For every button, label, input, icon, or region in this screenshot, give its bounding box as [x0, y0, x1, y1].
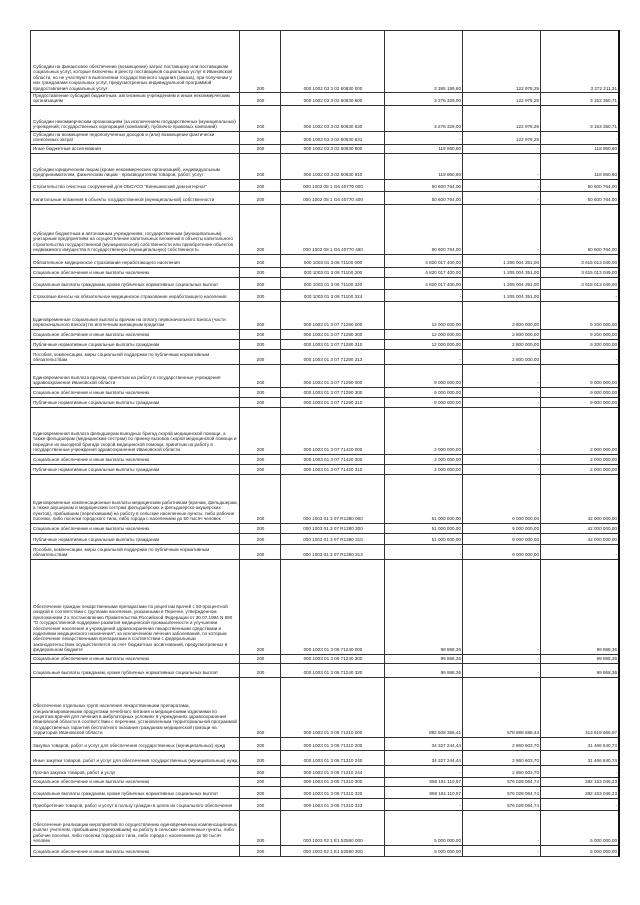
budget-classification-code: 000 1003 01 3 06 71100 320: [281, 277, 385, 289]
executed-amount: 122 978,29: [463, 105, 541, 131]
budget-classification-code: 000 1003 01 3 07 R1380 310: [281, 533, 385, 544]
table-row: [31, 204, 620, 254]
unexecuted-amount: 3 272 211,31: [541, 31, 620, 93]
executed-amount: 9 000 000,00: [463, 523, 541, 533]
row-description: Закупка товаров, работ и услуг для обеспечения государственных (муниципальных) нужд: [31, 737, 240, 750]
executed-amount: -: [463, 364, 541, 387]
row-code: 200: [240, 349, 281, 364]
row-description: Приобретение товаров, работ и услуг в пользу граждан в целях их социального обеспечения: [31, 798, 240, 810]
approved-amount: 9 000 000,00: [385, 364, 463, 387]
approved-amount: 12 000 000,00: [385, 301, 463, 329]
row-description: Обеспечение реализации мероприятий по осуществлению единовременных компенсационных выплат учителям, прибывшим (переехавшим) на работу в сельские населенные пункты, либо рабочие поселки, либо поселки городского типа, либо города с населением до 50 тысяч человек: [31, 810, 240, 845]
table-row: [31, 301, 620, 329]
row-description: Обязательное медицинское страхование неработающего населения: [31, 254, 240, 267]
unexecuted-amount: 3 153 350,71: [541, 93, 620, 106]
approved-amount: -: [385, 765, 463, 777]
approved-amount: -: [385, 798, 463, 810]
approved-amount: 50 600 764,00: [385, 191, 463, 204]
approved-amount: 50 600 764,00: [385, 179, 463, 191]
executed-amount: 1 205 004 351,00: [463, 254, 541, 267]
row-code: 200: [240, 777, 281, 786]
row-description: Пособия, компенсации, меры социальной поддержки по публичным нормативным обязательствам: [31, 544, 240, 559]
approved-amount: 5 000 000,00: [385, 810, 463, 845]
executed-amount: 1 205 004 351,00: [463, 277, 541, 289]
unexecuted-amount: 31 466 640,74: [541, 750, 620, 765]
unexecuted-amount: 2 000 000,00: [541, 407, 620, 454]
executed-amount: -: [463, 845, 541, 856]
row-description: Социальное обеспечение и иные выплаты населению: [31, 454, 240, 464]
table-row: [31, 810, 620, 845]
row-code: 200: [240, 765, 281, 777]
table-row: [31, 364, 620, 387]
budget-classification-code: 000 1003 02 1 Е1 52560 300: [281, 845, 385, 856]
unexecuted-amount: 9 200 000,00: [541, 329, 620, 339]
row-description: Социальные выплаты гражданам, кроме публичных нормативных социальных выплат: [31, 786, 240, 798]
row-code: 200: [240, 559, 281, 654]
budget-classification-code: 000 1002 08 1 G6 40770 000: [281, 179, 385, 191]
table-row: [31, 31, 620, 93]
table-row: [31, 559, 620, 654]
unexecuted-amount: 99 868,36: [541, 559, 620, 654]
budget-classification-code: 000 1003 01 3 06 71100 300: [281, 267, 385, 277]
unexecuted-amount: 118 860,60: [541, 153, 620, 179]
budget-classification-code: 000 1002 03 3 02 60630 800: [281, 144, 385, 153]
unexecuted-amount: -: [541, 131, 620, 144]
budget-classification-code: 000 1003 02 1 Е1 52560 000: [281, 810, 385, 845]
table-row: [31, 267, 620, 277]
approved-amount: -: [385, 349, 463, 364]
row-code: 200: [240, 329, 281, 339]
executed-amount: -: [463, 144, 541, 153]
executed-amount: 2 860 603,70: [463, 765, 541, 777]
row-description: Публичные нормативные социальные выплаты гражданам: [31, 464, 240, 474]
row-description: Единовременные социальные выплаты врачам на оплату первоначального взноса (части первоначального взноса) по ипотечным жилищным кредитам: [31, 301, 240, 329]
budget-classification-code: 000 1002 03 3 02 60630 631: [281, 131, 385, 144]
unexecuted-amount: 5 000 000,00: [541, 810, 620, 845]
approved-amount: 9 000 000,00: [385, 397, 463, 407]
unexecuted-amount: 42 000 000,00: [541, 533, 620, 544]
budget-classification-code: 000 1002 03 3 02 60630 630: [281, 105, 385, 131]
approved-amount: 4 820 017 400,00: [385, 254, 463, 267]
unexecuted-amount: 3 615 013 049,00: [541, 267, 620, 277]
budget-classification-code: 000 1002 03 3 02 60630 000: [281, 31, 385, 93]
budget-classification-code: 000 1003 01 3 06 71310 000: [281, 677, 385, 737]
approved-amount: 5 000 000,00: [385, 845, 463, 856]
table-row: [31, 93, 620, 106]
unexecuted-amount: 3 615 013 049,00: [541, 277, 620, 289]
table-row: [31, 339, 620, 349]
table-row: [31, 329, 620, 339]
approved-amount: 9 000 000,00: [385, 387, 463, 397]
budget-classification-code: 000 1003 01 3 07 71290 000: [281, 364, 385, 387]
unexecuted-amount: 99 868,36: [541, 663, 620, 677]
budget-classification-code: 000 1003 01 3 07 71280 310: [281, 339, 385, 349]
executed-amount: -: [463, 191, 541, 204]
executed-amount: 576 028 064,74: [463, 798, 541, 810]
approved-amount: 51 000 000,00: [385, 474, 463, 523]
row-code: 200: [240, 289, 281, 301]
row-description: Субсидии на финансовое обеспечение (возмещение) затрат поставщику или поставщикам социальных услуг, которые включены в реестр поставщиков социальных услуг в Ивановской области, но не участвуют в выполнении государственного задания (заказа), при получении у них гражданами социальных услуг, предусмотренных индивидуальной программой предоставления социальных услуг: [31, 31, 240, 93]
row-code: 200: [240, 105, 281, 131]
row-code: 200: [240, 654, 281, 663]
approved-amount: 3 276 329,00: [385, 93, 463, 106]
executed-amount: 2 860 603,70: [463, 750, 541, 765]
approved-amount: 51 000 000,00: [385, 523, 463, 533]
approved-amount: -: [385, 289, 463, 301]
table-row: [31, 179, 620, 191]
unexecuted-amount: 3 153 350,71: [541, 105, 620, 131]
budget-classification-code: 000 1003 01 3 07 71420 000: [281, 407, 385, 454]
row-description: Единовременная выплата врачам, принятым на работу в государственные учреждения здравоохранения Ивановской области: [31, 364, 240, 387]
row-description: Иные бюджетные ассигнования: [31, 144, 240, 153]
budget-classification-code: 000 1003 01 3 06 71310 323: [281, 798, 385, 810]
row-code: 200: [240, 397, 281, 407]
approved-amount: 50 600 764,00: [385, 204, 463, 254]
table-row: [31, 191, 620, 204]
executed-amount: -: [463, 663, 541, 677]
executed-amount: 122 978,29: [463, 93, 541, 106]
row-description: Социальное обеспечение и иные выплаты населению: [31, 523, 240, 533]
budget-classification-code: 000 1003 01 3 07 71280 300: [281, 329, 385, 339]
unexecuted-amount: -: [541, 798, 620, 810]
executed-amount: 122 978,29: [463, 31, 541, 93]
row-code: 200: [240, 131, 281, 144]
row-description: Единовременные компенсационные выплаты медицинским работникам (врачам, фельдшерам, а также акушеркам и медицинским сестрам фельдшерских и фельдшерско-акушерских пунктов), прибывшим (переехавшим) на работу в сельские населенные пункты, либо рабочие поселки, либо поселки городского типа, либо города с населением до 50 тысяч человек: [31, 474, 240, 523]
approved-amount: 2 000 000,00: [385, 407, 463, 454]
executed-amount: 9 000 000,00: [463, 533, 541, 544]
row-code: 200: [240, 677, 281, 737]
table-row: [31, 786, 620, 798]
approved-amount: 12 000 000,00: [385, 339, 463, 349]
executed-amount: -: [463, 179, 541, 191]
table-row: [31, 737, 620, 750]
row-code: 200: [240, 464, 281, 474]
row-code: 200: [240, 277, 281, 289]
unexecuted-amount: -: [541, 349, 620, 364]
row-code: 200: [240, 523, 281, 533]
unexecuted-amount: 9 000 000,00: [541, 397, 620, 407]
approved-amount: 99 868,36: [385, 663, 463, 677]
table-row: [31, 750, 620, 765]
budget-classification-code: 000 1003 01 3 07 71290 310: [281, 397, 385, 407]
table-row: [31, 663, 620, 677]
row-description: Строительство очистных сооружений для ОБСУСО "Кинешемский дом-интернат": [31, 179, 240, 191]
row-description: Единовременная выплата фельдшерам выездных бригад скорой медицинской помощи, а также фельдшерам (медицинским сестрам) по приему вызовов скорой медицинской помощи и передаче их выездной бригаде скорой медицинской помощи, принятым на работу в государственные учреждения здравоохранения Ивановской области: [31, 407, 240, 454]
unexecuted-amount: -: [541, 765, 620, 777]
row-description: Субсидии на возмещение недополученных доходов и (или) возмещение фактически понесенных затрат: [31, 131, 240, 144]
unexecuted-amount: 2 000 000,00: [541, 454, 620, 464]
table-row: [31, 289, 620, 301]
executed-amount: 1 205 004 351,00: [463, 267, 541, 277]
approved-amount: -: [385, 131, 463, 144]
row-code: 200: [240, 663, 281, 677]
budget-classification-code: 000 1002 03 3 02 60630 810: [281, 153, 385, 179]
table-row: [31, 523, 620, 533]
executed-amount: -: [463, 153, 541, 179]
row-code: 200: [240, 339, 281, 349]
unexecuted-amount: -: [541, 544, 620, 559]
unexecuted-amount: 118 860,60: [541, 144, 620, 153]
unexecuted-amount: 3 615 013 049,00: [541, 254, 620, 267]
executed-amount: -: [463, 464, 541, 474]
unexecuted-amount: 282 153 046,23: [541, 786, 620, 798]
approved-amount: -: [385, 544, 463, 559]
unexecuted-amount: 5 000 000,00: [541, 845, 620, 856]
table-row: [31, 153, 620, 179]
budget-classification-code: 000 1003 01 3 06 71240 320: [281, 663, 385, 677]
approved-amount: 12 000 000,00: [385, 329, 463, 339]
row-code: 200: [240, 153, 281, 179]
budget-classification-code: 000 1003 01 3 07 71420 300: [281, 454, 385, 464]
row-description: Социальное обеспечение и иные выплаты населению: [31, 329, 240, 339]
row-description: Страховые взносы на обязательное медицинское страхование неработающего населения: [31, 289, 240, 301]
executed-amount: -: [463, 454, 541, 464]
budget-classification-code: 000 1003 01 3 06 71310 240: [281, 750, 385, 765]
unexecuted-amount: 9 000 000,00: [541, 364, 620, 387]
budget-classification-code: 000 1003 01 3 06 71240 300: [281, 654, 385, 663]
executed-amount: 2 800 000,00: [463, 349, 541, 364]
row-description: Социальные выплаты гражданам, кроме публичных нормативных социальных выплат: [31, 277, 240, 289]
row-code: 200: [240, 786, 281, 798]
approved-amount: 51 000 000,00: [385, 533, 463, 544]
approved-amount: 118 860,60: [385, 153, 463, 179]
budget-classification-code: 000 1003 01 3 07 71290 300: [281, 387, 385, 397]
table-row: [31, 144, 620, 153]
budget-classification-code: 000 1003 01 3 07 R1380 300: [281, 523, 385, 533]
approved-amount: 2 000 000,00: [385, 464, 463, 474]
executed-amount: -: [463, 397, 541, 407]
approved-amount: 99 868,36: [385, 559, 463, 654]
row-description: Социальное обеспечение и иные выплаты населению: [31, 387, 240, 397]
row-code: 200: [240, 533, 281, 544]
budget-classification-code: 000 1003 01 3 07 71420 310: [281, 464, 385, 474]
approved-amount: 858 181 110,97: [385, 786, 463, 798]
approved-amount: 99 868,36: [385, 654, 463, 663]
row-description: Субсидии юридическим лицам (кроме некоммерческих организаций), индивидуальным предпринимателям, физическим лицам - производителям товаров, работ, услуг: [31, 153, 240, 179]
approved-amount: 3 395 189,60: [385, 31, 463, 93]
row-description: Обеспечение отдельных групп населения лекарственными препаратами, специализированными продуктами лечебного питания и медицинскими изделиями по рецептам врачей для лечения в амбулаторных условиях в учреждениях здравоохранения Ивановской области в соответствии с перечнем, установленным территориальной программой государственных гарантий бесплатного оказания гражданам медицинской помощи на территории Ивановской области: [31, 677, 240, 737]
row-code: 200: [240, 845, 281, 856]
table-row: [31, 765, 620, 777]
executed-amount: -: [463, 810, 541, 845]
unexecuted-amount: -: [541, 289, 620, 301]
table-row: [31, 105, 620, 131]
budget-classification-code: 000 1003 01 3 06 71310 200: [281, 737, 385, 750]
row-code: 200: [240, 301, 281, 329]
executed-amount: -: [463, 407, 541, 454]
row-code: 200: [240, 810, 281, 845]
row-code: 200: [240, 407, 281, 454]
row-description: Предоставление субсидий бюджетным, автономным учреждениям и иным некоммерческим организациям: [31, 93, 240, 106]
table-row: [31, 777, 620, 786]
executed-amount: 2 800 000,00: [463, 339, 541, 349]
table-row: [31, 277, 620, 289]
table-body: [31, 31, 620, 857]
table-row: [31, 798, 620, 810]
row-code: 200: [240, 474, 281, 523]
row-description: Прочая закупка товаров, работ и услуг: [31, 765, 240, 777]
row-description: Публичные нормативные социальные выплаты гражданам: [31, 533, 240, 544]
budget-classification-code: 000 1003 01 3 06 71100 324: [281, 289, 385, 301]
budget-classification-code: 000 1003 01 3 07 71280 313: [281, 349, 385, 364]
executed-amount: 576 028 064,74: [463, 786, 541, 798]
approved-amount: 118 860,60: [385, 144, 463, 153]
row-description: Социальное обеспечение и иные выплаты населению: [31, 845, 240, 856]
table-row: [31, 533, 620, 544]
approved-amount: 2 000 000,00: [385, 454, 463, 464]
row-description: Субсидии бюджетным и автономным учреждениям, государственным (муниципальным) унитарным предприятиям на осуществление капитальных вложений в объекты капитального строительства государственной (муниципальной) собственности или приобретение объектов недвижимого имущества в государственную (муниципальную) собственность: [31, 204, 240, 254]
unexecuted-amount: 9 200 000,00: [541, 339, 620, 349]
executed-amount: 2 800 000,00: [463, 329, 541, 339]
row-description: Капитальные вложения в объекты государственной (муниципальной) собственности: [31, 191, 240, 204]
executed-amount: 578 888 688,44: [463, 677, 541, 737]
row-description: Социальное обеспечение и иные выплаты населению: [31, 267, 240, 277]
row-code: 200: [240, 737, 281, 750]
executed-amount: 122 978,29: [463, 131, 541, 144]
table-row: [31, 407, 620, 454]
budget-classification-code: 000 1003 01 3 07 71280 000: [281, 301, 385, 329]
table-row: [31, 544, 620, 559]
row-code: 200: [240, 93, 281, 106]
row-description: Иные закупки товаров, работ и услуг для обеспечения государственных (муниципальных) нужд: [31, 750, 240, 765]
budget-classification-code: 000 1003 01 3 07 R1380 000: [281, 474, 385, 523]
row-code: 200: [240, 254, 281, 267]
unexecuted-amount: 42 000 000,00: [541, 474, 620, 523]
approved-amount: 4 820 017 400,00: [385, 277, 463, 289]
unexecuted-amount: 9 000 000,00: [541, 387, 620, 397]
row-code: 200: [240, 798, 281, 810]
row-description: Обеспечение граждан лекарственными препаратами по рецептам врачей с 50-процентной скидкой в соответствии с группами населения, указанными в Перечне, утвержденном приложением 2 к постановлению Правительства Российской Федерации от 30.07.1994 N 890 "О государственной поддержке развития медицинской промышленности и улучшении обеспечения населения и учреждений здравоохранения лекарственными средствами и изделиями медицинского назначения", за исключением лечения заболеваний, по которым обеспечение лекарственными препаратами в соответствии с федеральным законодательством осуществляется за счет бюджетных ассигнований, предусмотренных в федеральном бюджете: [31, 559, 240, 654]
row-code: 200: [240, 179, 281, 191]
executed-amount: -: [463, 559, 541, 654]
row-code: 200: [240, 191, 281, 204]
unexecuted-amount: 2 000 000,00: [541, 464, 620, 474]
table-row: [31, 131, 620, 144]
unexecuted-amount: 9 200 000,00: [541, 301, 620, 329]
table-row: [31, 454, 620, 464]
budget-classification-code: 000 1003 01 3 07 R1380 313: [281, 544, 385, 559]
table-row: [31, 677, 620, 737]
executed-amount: 9 000 000,00: [463, 474, 541, 523]
executed-amount: -: [463, 204, 541, 254]
approved-amount: 3 276 329,00: [385, 105, 463, 131]
approved-amount: 858 181 110,97: [385, 777, 463, 786]
table-row: [31, 464, 620, 474]
table-row: [31, 845, 620, 856]
unexecuted-amount: 99 868,36: [541, 654, 620, 663]
row-code: 200: [240, 750, 281, 765]
executed-amount: -: [463, 387, 541, 397]
row-code: 200: [240, 387, 281, 397]
budget-classification-code: 000 1002 03 3 02 60630 600: [281, 93, 385, 106]
budget-classification-code: 000 1002 08 1 G6 40770 400: [281, 191, 385, 204]
approved-amount: 4 820 017 400,00: [385, 267, 463, 277]
budget-classification-code: 000 1002 08 1 G6 40770 460: [281, 204, 385, 254]
table-row: [31, 254, 620, 267]
unexecuted-amount: 50 600 764,00: [541, 191, 620, 204]
budget-classification-code: 000 1003 01 3 06 71240 000: [281, 559, 385, 654]
row-description: Пособия, компенсации, меры социальной поддержки по публичным нормативным обязательствам: [31, 349, 240, 364]
executed-amount: 2 860 603,70: [463, 737, 541, 750]
table-row: [31, 654, 620, 663]
unexecuted-amount: 42 000 000,00: [541, 523, 620, 533]
table-row: [31, 387, 620, 397]
row-code: 200: [240, 144, 281, 153]
executed-amount: 576 028 064,74: [463, 777, 541, 786]
row-description: Публичные нормативные социальные выплаты гражданам: [31, 339, 240, 349]
row-code: 200: [240, 267, 281, 277]
row-code: 200: [240, 31, 281, 93]
executed-amount: 9 000 000,00: [463, 544, 541, 559]
row-description: Социальные выплаты гражданам, кроме публичных нормативных социальных выплат: [31, 663, 240, 677]
table-row: [31, 397, 620, 407]
row-description: Публичные нормативные социальные выплаты гражданам: [31, 397, 240, 407]
executed-amount: -: [463, 654, 541, 663]
approved-amount: 892 508 355,41: [385, 677, 463, 737]
budget-classification-code: 000 1003 01 3 06 71310 320: [281, 786, 385, 798]
approved-amount: 34 327 244,44: [385, 737, 463, 750]
unexecuted-amount: 50 600 764,00: [541, 179, 620, 191]
table-row: [31, 474, 620, 523]
executed-amount: 2 800 000,00: [463, 301, 541, 329]
row-code: 200: [240, 544, 281, 559]
budget-execution-table: [30, 30, 620, 857]
budget-classification-code: 000 1003 01 3 06 71310 244: [281, 765, 385, 777]
executed-amount: 1 205 004 351,00: [463, 289, 541, 301]
unexecuted-amount: 313 619 666,97: [541, 677, 620, 737]
row-description: Социальное обеспечение и иные выплаты населению: [31, 654, 240, 663]
table-row: [31, 349, 620, 364]
row-code: 200: [240, 364, 281, 387]
row-description: Социальное обеспечение и иные выплаты населению: [31, 777, 240, 786]
budget-classification-code: 000 1003 01 3 06 71310 300: [281, 777, 385, 786]
row-description: Субсидии некоммерческим организациям (за исключением государственных (муниципальных) учреждений, государственных корпораций (компаний), публично-правовых компаний): [31, 105, 240, 131]
row-code: 200: [240, 204, 281, 254]
approved-amount: 34 327 244,44: [385, 750, 463, 765]
budget-classification-code: 000 1003 01 3 06 71100 000: [281, 254, 385, 267]
row-code: 200: [240, 454, 281, 464]
unexecuted-amount: 50 600 764,00: [541, 204, 620, 254]
unexecuted-amount: 282 153 046,23: [541, 777, 620, 786]
unexecuted-amount: 31 466 640,74: [541, 737, 620, 750]
